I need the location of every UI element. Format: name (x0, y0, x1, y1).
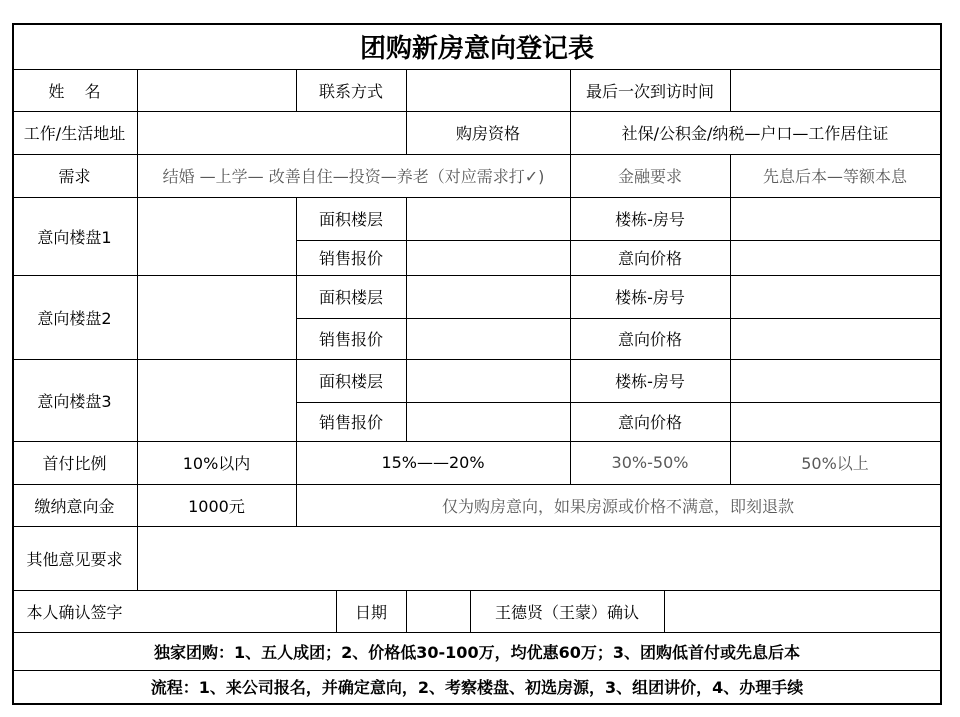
project-3-intended-price-label: 意向价格 (617, 413, 682, 432)
project-3-sale-price-label: 销售报价 (318, 413, 383, 432)
last-visit-field[interactable] (730, 69, 940, 111)
project-1-building-room-field[interactable] (730, 197, 940, 240)
contact-field[interactable] (406, 69, 570, 111)
down-payment-option[interactable]: 10%以内 (182, 454, 251, 473)
confirm-label: 王德贤（王蒙）确认 (494, 602, 639, 622)
qualification-label: 购房资格 (455, 124, 520, 143)
project-2-intended-price-field[interactable] (730, 318, 940, 359)
other-requirements-label: 其他意见要求 (26, 549, 123, 569)
deposit-note: 仅为购房意向，如果房源或价格不满意，即刻退款 (441, 496, 794, 516)
down-payment-option[interactable]: 50%以上 (801, 454, 869, 473)
down-payment-option[interactable]: 15%——20% (381, 453, 485, 472)
signature-field[interactable] (137, 590, 336, 632)
project-2-label: 意向楼盘2 (37, 308, 112, 328)
project-3-building-room-label: 楼栋-房号 (615, 372, 685, 391)
address-label: 工作/生活地址 (23, 124, 126, 143)
project-1-building-room-label: 楼栋-房号 (615, 210, 685, 229)
project-2-area-floor-label: 面积楼层 (318, 288, 383, 307)
project-1-area-floor-field[interactable] (406, 197, 570, 240)
form-title: 团购新房意向登记表 (359, 33, 594, 64)
name-label: 姓 名 (48, 81, 101, 101)
project-3-sale-price-field[interactable] (406, 402, 570, 441)
process-note: 流程：1、来公司报名，并确定意向，2、考察楼盘、初选房源，3、组团讲价，4、办理手续 (150, 678, 804, 697)
finance-label: 金融要求 (617, 167, 682, 186)
down-payment-label: 首付比例 (42, 454, 107, 473)
project-3-field[interactable] (137, 359, 296, 441)
project-3-building-room-field[interactable] (730, 359, 940, 402)
date-field[interactable] (406, 590, 470, 632)
qualification-options[interactable]: 社保/公积金/纳税—户口—工作居住证 (621, 124, 889, 143)
demand-label: 需求 (58, 167, 91, 186)
address-field[interactable] (137, 111, 406, 154)
project-3-area-floor-label: 面积楼层 (318, 372, 383, 391)
finance-options[interactable]: 先息后本—等额本息 (762, 167, 907, 186)
contact-label: 联系方式 (318, 81, 383, 101)
project-1-intended-price-label: 意向价格 (617, 249, 682, 268)
date-label: 日期 (354, 602, 387, 622)
project-1-sale-price-label: 销售报价 (318, 249, 383, 268)
project-2-sale-price-field[interactable] (406, 318, 570, 359)
down-payment-option[interactable]: 30%-50% (611, 453, 689, 472)
registration-form (12, 23, 942, 705)
project-2-area-floor-field[interactable] (406, 275, 570, 318)
project-1-intended-price-field[interactable] (730, 240, 940, 275)
project-1-field[interactable] (137, 197, 296, 275)
last-visit-label: 最后一次到访时间 (585, 81, 714, 101)
project-2-field[interactable] (137, 275, 296, 359)
deposit-amount: 1000元 (188, 496, 245, 516)
deposit-label: 缴纳意向金 (34, 496, 115, 516)
project-2-building-room-label: 楼栋-房号 (615, 288, 685, 307)
signature-label: 本人确认签字 (26, 602, 123, 622)
demand-options[interactable]: 结婚 —上学— 改善自住—投资—养老（对应需求打✓) (162, 167, 545, 186)
project-3-intended-price-field[interactable] (730, 402, 940, 441)
project-3-area-floor-field[interactable] (406, 359, 570, 402)
rule-bottom (12, 703, 942, 705)
other-requirements-field[interactable] (137, 526, 940, 590)
project-1-label: 意向楼盘1 (37, 227, 112, 247)
project-2-sale-price-label: 销售报价 (318, 330, 383, 349)
rule-right (940, 23, 942, 705)
exclusive-note: 独家团购：1、五人成团；2、价格低30-100万，均优惠60万；3、团购低首付或先息后本 (154, 642, 800, 662)
confirm-field[interactable] (664, 590, 940, 632)
project-3-label: 意向楼盘3 (37, 391, 112, 411)
project-1-sale-price-field[interactable] (406, 240, 570, 275)
project-2-intended-price-label: 意向价格 (617, 330, 682, 349)
project-2-building-room-field[interactable] (730, 275, 940, 318)
project-1-area-floor-label: 面积楼层 (318, 210, 383, 229)
name-field[interactable] (137, 69, 296, 111)
